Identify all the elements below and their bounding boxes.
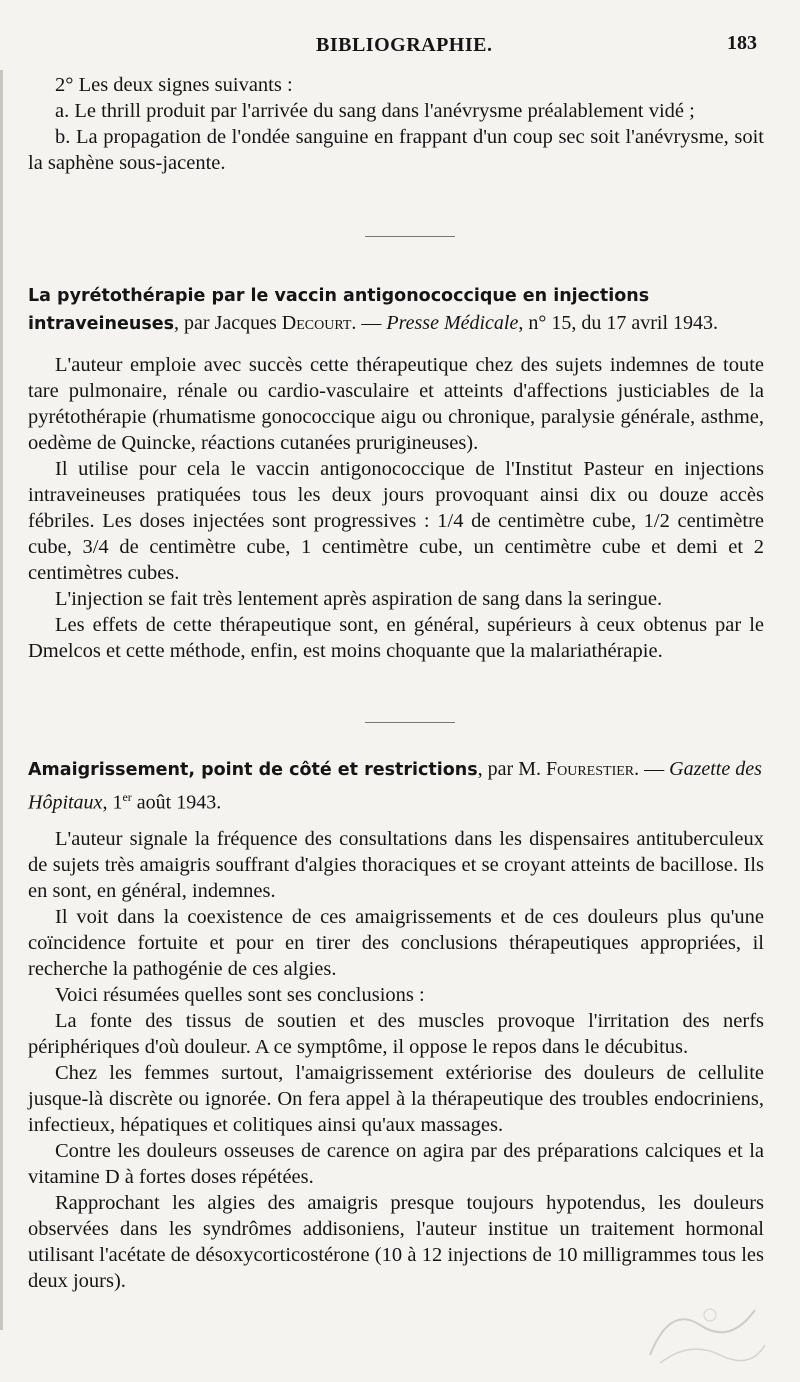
article2-heading: [28, 756, 764, 817]
article1-dash: . —: [351, 312, 387, 334]
article2-paragraph: La fonte des tissus de soutien et des muscles provoque l'irritation des nerfs périphériques d'où douleur. A ce symptôme, il oppose le repos dans le décubitus.: [28, 1010, 764, 1058]
intro-item-b: b. La propagation de l'ondée sanguine en frappant d'un coup sec soit l'anévrysme, soit la saphène sous-jacente.: [28, 126, 764, 174]
intro-section: [28, 72, 764, 176]
section-divider: [365, 722, 455, 723]
running-head: BIBLIOGRAPHIE.: [316, 34, 493, 56]
article2-body: [28, 826, 764, 1294]
article1-paragraph: Il utilise pour cela le vaccin antigonococcique de l'Institut Pasteur en injections intraveineuses pratiquées tous les deux jours provoquant ainsi dix ou douze accès fébriles. Les doses injectées sont progressives : 1/4 de centimètre cube, 1/2 centimètre cube, 3/4 de centimètre cube, 1 centimètre cube, un centimètre cube et demi et 2 centimètres cubes.: [28, 458, 764, 584]
page-margin-shadow: [0, 70, 3, 1330]
article2-source: Gazette des Hôpitaux: [28, 758, 762, 814]
article2-title: Amaigrissement, point de côté et restrictions: [28, 760, 478, 780]
section-divider: [365, 236, 455, 237]
article2-paragraph: Il voit dans la coexistence de ces amaigrissements et de ces douleurs plus qu'une coïncidence fortuite et pour en tirer des conclusions thérapeutiques appropriées, il recherche la pathogénie de ces algies.: [28, 906, 764, 980]
article2-dash: . —: [634, 758, 670, 780]
library-stamp-mark: [640, 1285, 770, 1370]
page-header: [0, 30, 800, 60]
article1-source: Presse Médicale: [386, 312, 519, 334]
article2-author: Fourestier: [546, 758, 635, 780]
article2-paragraph: Chez les femmes surtout, l'amaigrissement extériorise des douleurs de cellulite jusque-là discrète ou ignorée. On fera appel à la thérapeutique des troubles endocriniens, infectieux, hépatiques et colitiques ainsi qu'aux massages.: [28, 1062, 764, 1136]
article2-paragraph: Contre les douleurs osseuses de carence on agira par des préparations calciques et la vitamine D à fortes doses répétées.: [28, 1140, 764, 1188]
article1-by: , par Jacques: [174, 312, 282, 334]
article2-paragraph: L'auteur signale la fréquence des consultations dans les dispensaires antituberculeux de sujets très amaigris souffrant d'algies thoraciques et se croyant atteints de bacillose. Ils en sont, en général, indemnes.: [28, 828, 764, 902]
article2-source-sup: er: [122, 790, 132, 804]
intro-item-2: 2° Les deux signes suivants :: [55, 74, 293, 96]
article1-paragraph: L'injection se fait très lentement après aspiration de sang dans la seringue.: [55, 588, 663, 610]
article2-paragraph: Voici résumées quelles sont ses conclusions :: [55, 984, 425, 1006]
article1-body: [28, 352, 764, 664]
article1-title: La pyrétothérapie par le vaccin antigonococcique en injections intraveineuses: [28, 286, 650, 334]
article2-source-pre: , 1: [102, 791, 123, 814]
article1-paragraph: L'auteur emploie avec succès cette thérapeutique chez des sujets indemnes de toute tare pulmonaire, rénale ou cardio-vasculaire et atteints d'affections justiciables de la pyrétothérapie (rhumatisme gonococcique aigu ou chronique, paralysie générale, asthme, oedème de Quincke, réactions cutanées prurigineuses).: [28, 354, 764, 454]
article2-paragraph: Rapprochant les algies des amaigris presque toujours hypotendus, les douleurs observées dans les syndrômes addisoniens, l'auteur institue un traitement hormonal utilisant l'acétate de désoxycorticostérone (10 à 12 injections de 10 milligrammes tous les deux jours).: [28, 1192, 764, 1292]
article2-source-details: août 1943.: [131, 791, 222, 814]
article1-source-details: , n° 15, du 17 avril 1943.: [518, 312, 719, 334]
page-number: 183: [727, 32, 757, 54]
article1-heading: [28, 282, 764, 338]
intro-item-a: a. Le thrill produit par l'arrivée du sang dans l'anévrysme préalablement vidé ;: [55, 100, 695, 122]
article1-paragraph: Les effets de cette thérapeutique sont, en général, supérieurs à ceux obtenus par le Dmelcos et cette méthode, enfin, est moins choquante que la malariathérapie.: [28, 614, 764, 662]
article1-author: Decourt: [281, 312, 352, 334]
article2-by: , par M.: [477, 758, 546, 780]
